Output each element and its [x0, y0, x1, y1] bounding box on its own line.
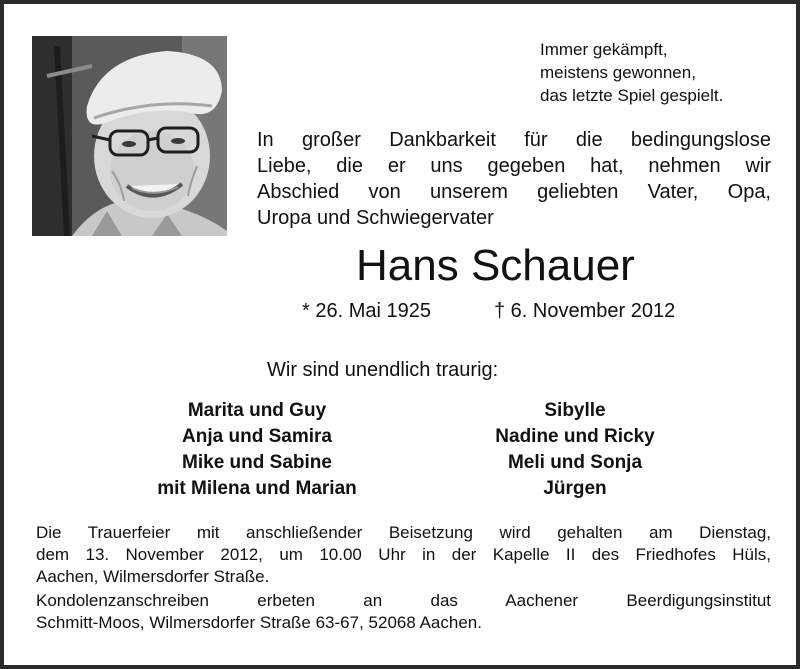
- motto: [540, 38, 780, 107]
- motto-line: das letzte Spiel gespielt.: [540, 86, 724, 105]
- mourners-left-column: [112, 398, 402, 502]
- mourner-name: Marita und Guy: [187, 400, 327, 421]
- funeral-line: Aachen, Wilmersdorfer Straße.: [36, 567, 270, 586]
- condolence-line: Schmitt-Moos, Wilmersdorfer Straße 63-67, 52068 Aachen.: [36, 613, 482, 632]
- footer-notice: [36, 522, 771, 634]
- mourner-name: Anja und Samira: [182, 426, 332, 447]
- motto-line: meistens gewonnen,: [540, 63, 696, 82]
- portrait-photo-icon: [32, 36, 227, 236]
- funeral-line: dem 13. November 2012, um 10.00 Uhr in der Kapelle II des Friedhofes Hüls,: [36, 545, 771, 564]
- mourner-name: Sibylle: [544, 400, 606, 421]
- mourner-name: Jürgen: [543, 478, 607, 499]
- life-dates: [302, 297, 676, 325]
- funeral-line: Die Trauerfeier mit anschließender Beisetzung wird gehalten am Dienstag,: [36, 523, 771, 542]
- mourner-name: Nadine und Ricky: [495, 426, 655, 447]
- mourner-name: mit Milena und Marian: [157, 478, 357, 499]
- portrait-photo: [32, 36, 227, 236]
- intro-line: Uropa und Schwiegervater: [257, 207, 494, 229]
- mourner-name: Meli und Sonja: [507, 452, 643, 473]
- deceased-name: Hans Schauer: [356, 241, 635, 290]
- mourners-right-column: [460, 398, 690, 502]
- motto-line: Immer gekämpft,: [540, 40, 668, 59]
- mourner-name: Mike und Sabine: [182, 452, 332, 473]
- death-date: † 6. November 2012: [494, 300, 676, 322]
- intro-line: In großer Dankbarkeit für die bedingungslose: [257, 129, 771, 151]
- intro-line: Liebe, die er uns gegeben hat, nehmen wir: [257, 155, 771, 177]
- birth-date: * 26. Mai 1925: [302, 300, 431, 322]
- intro-text: [257, 127, 771, 231]
- condolence-line: Kondolenzanschreiben erbeten an das Aachener Beerdigungsinstitut: [36, 591, 771, 610]
- mourners-heading: Wir sind unendlich traurig:: [267, 359, 499, 381]
- intro-line: Abschied von unserem geliebten Vater, Opa,: [257, 181, 771, 203]
